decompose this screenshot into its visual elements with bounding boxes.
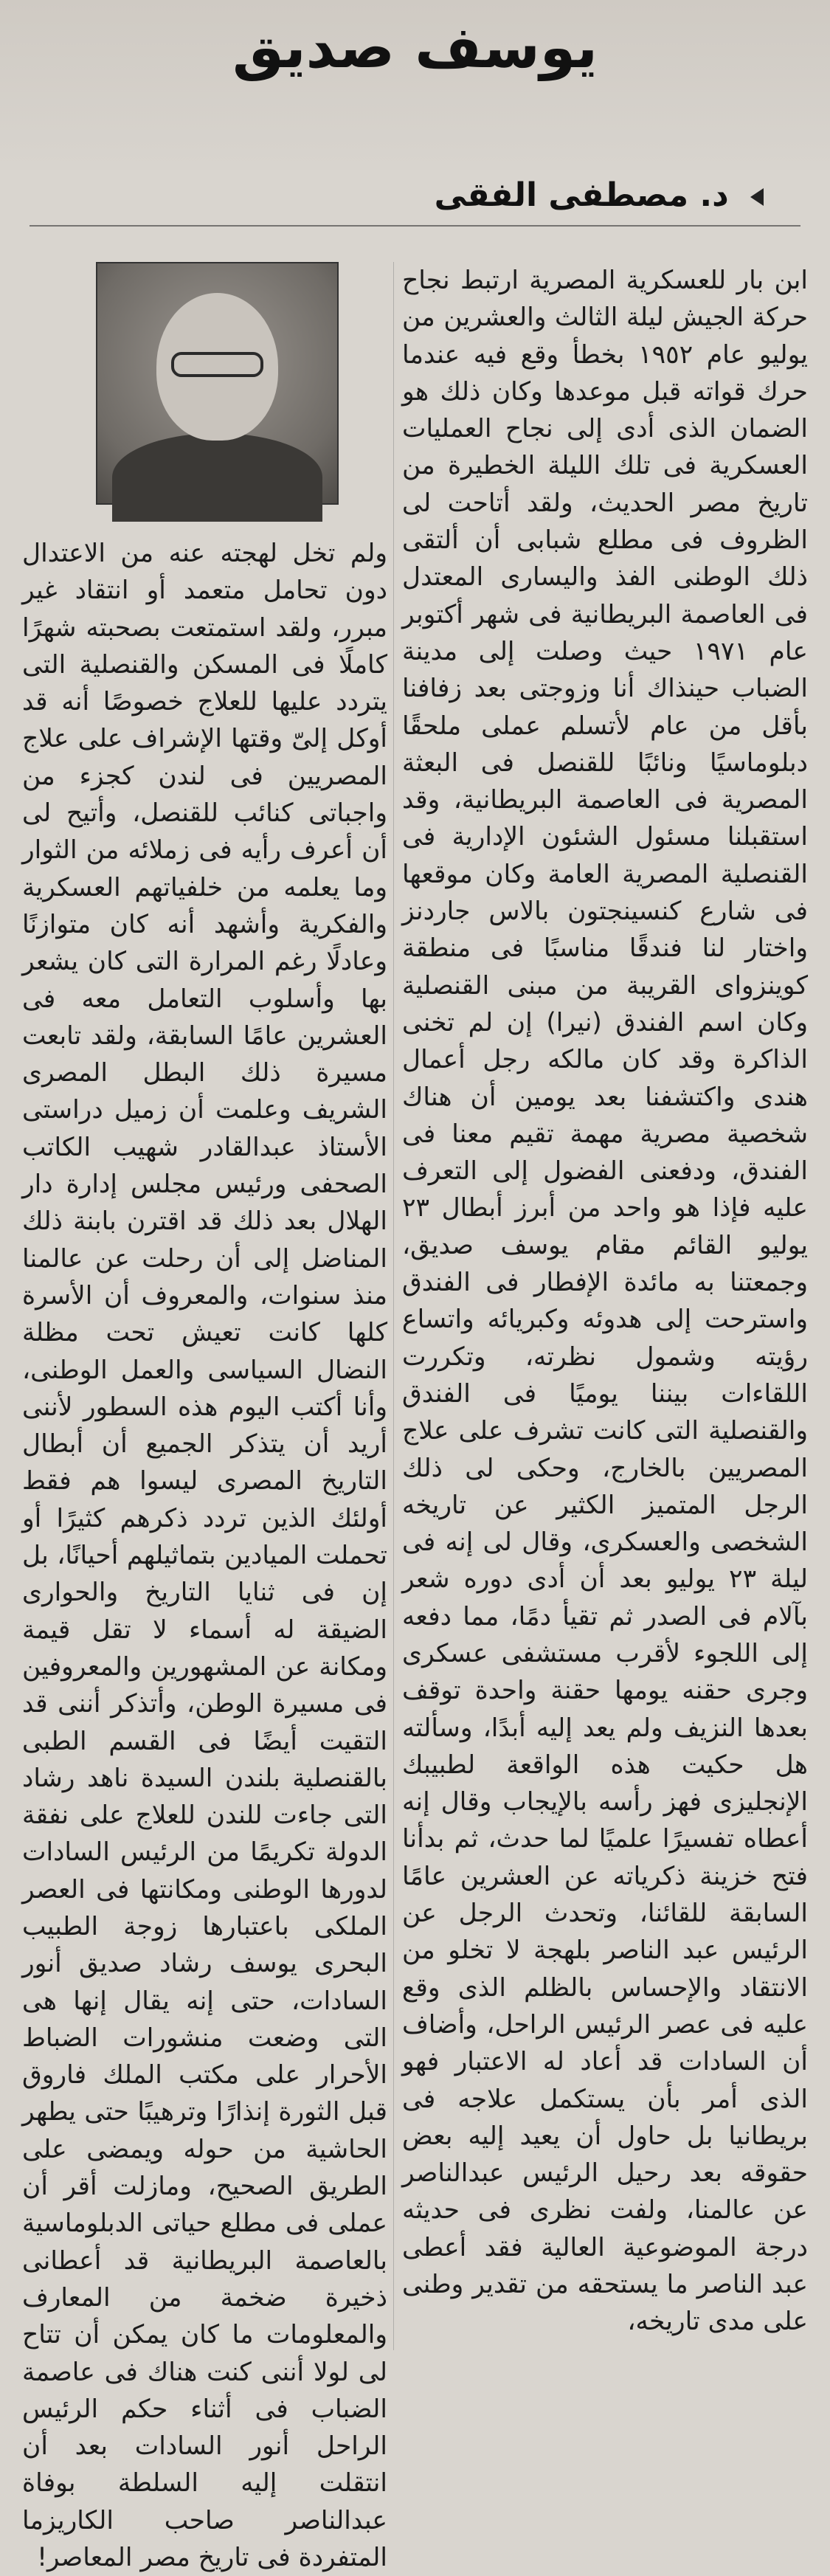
article-title: يوسف صديق bbox=[232, 15, 598, 81]
author-photo bbox=[96, 262, 339, 505]
photo-shoulders bbox=[112, 433, 322, 522]
photo-glasses bbox=[171, 352, 263, 377]
article-column-right: ابن بار للعسكرية المصرية ارتبط نجاح حركة الجيش ليلة الثالث والعشرين من يوليو عام ١٩٥٢ بخطأ وقع فيه عندما حرك قواته قبل موعدها وكان ذلك هو الضمان الذى أدى إلى نجاح العمليات العسكرية فى تلك الليلة الخطيرة من تاريخ مصر الحديث، ولقد أتاحت لى الظروف فى مطلع شبابى أن ألتقى ذلك الوطنى الفذ واليسارى المعتدل فى العاصمة البريطانية فى شهر أكتوبر عام ١٩٧١ حيث وصلت إلى مدينة الضباب حينذاك أنا وزوجتى بعد زفافنا بأقل من عام لأتسلم عملى ملحقًا دبلوماسيًا ونائبًا للقنصل فى البعثة المصرية فى العاصمة البريطانية، وقد استقبلنا مسئول الشئون الإدارية فى القنصلية المصرية العامة وكان موقعها فى شارع كنسينجتون بالاس جاردنز واختار لنا فندقًا مناسبًا فى منطقة كوينزواى القريبة من مبنى القنصلية وكان اسم الفندق (نيرا) إن لم تخنى الذاكرة وقد كان مالكه رجل أعمال هندى واكتشفنا بعد يومين أن هناك شخصية مصرية مهمة تقيم معنا فى الفندق، ودفعنى الفضول إلى التعرف عليه فإذا هو واحد من أبرز أبطال ٢٣ يوليو القائم مقام يوسف صديق، وجمعتنا به مائدة الإفطار فى الفندق واسترحت إلى هدوئه وكبريائه واتساع رؤيته وشمول نظرته، وتكررت اللقاءات بيننا يوميًا فى الفندق والقنصلية التى كانت تشرف على علاج المصريين بالخارج، وحكى لى ذلك الرجل المتميز الكثير عن تاريخه الشخصى والعسكرى، وقال لى إنه فى ليلة ٢٣ يوليو بعد أن أدى دوره شعر بآلام فى الصدر ثم تقيأ دمًا، مما دفعه إلى اللجوء لأقرب مستشفى عسكرى وجرى حقنه يومها حقنة واحدة توقف بعدها النزيف ولم يعد إليه أبدًا، وسألته هل حكيت هذه الواقعة لطبيبك الإنجليزى فهز رأسه بالإيجاب وقال إنه أعطاه تفسيرًا علميًا لما حدث، ثم بدأنا فتح خزينة ذكرياته عن العشرين عامًا السابقة للقائنا، وتحدث الرجل عن الرئيس عبد الناصر بلهجة لا تخلو من الانتقاد والإحساس بالظلم الذى وقع عليه فى عصر الرئيس الراحل، وأضاف أن السادات قد أعاد له الاعتبار فهو الذى أمر بأن يستكمل علاجه فى بريطانيا بل حاول أن يعيد إليه بعض حقوقه بعد رحيل الرئيس عبدالناصر عن عالمنا، ولفت نظرى فى حديثه درجة الموضوعية العالية فقد أعطى عبد الناصر ما يستحقه من تقدير وطنى على مدى تاريخه، bbox=[402, 266, 808, 2337]
byline-arrow-icon bbox=[750, 188, 764, 206]
author-byline bbox=[380, 170, 764, 221]
author-name: د. مصطفى الفقى bbox=[434, 176, 729, 214]
column-divider bbox=[393, 262, 394, 2350]
article-column-left: ولم تخل لهجته عنه من الاعتدال دون تحامل متعمد أو انتقاد غير مبرر، ولقد استمتعت بصحبته شهرًا كاملًا فى المسكن والقنصلية التى يتردد عليها للعلاج خصوصًا أنه قد أوكل إلىّ وقتها الإشراف على علاج المصريين فى لندن كجزء من واجباتى كنائب للقنصل، وأتيح لى أن أعرف رأيه فى زملائه من الثوار وما يعلمه من خلفياتهم العسكرية والفكرية وأشهد أنه كان متوازنًا وعادلًا رغم المرارة التى كان يشعر بها وأسلوب التعامل معه فى العشرين عامًا السابقة، ولقد تابعت مسيرة ذلك البطل المصرى الشريف وعلمت أن زميل دراستى الأستاذ عبدالقادر شهيب الكاتب الصحفى ورئيس مجلس إدارة دار الهلال بعد ذلك قد اقترن بابنة ذلك المناضل إلى أن رحلت عن عالمنا منذ سنوات، والمعروف أن الأسرة كلها كانت تعيش تحت مظلة النضال السياسى والعمل الوطنى، وأنا أكتب اليوم هذه السطور لأننى أريد أن يتذكر الجميع أن أبطال التاريخ المصرى ليسوا هم فقط أولئك الذين تردد ذكرهم كثيرًا أو تحملت الميادين بتماثيلهم أحيانًا، بل إن فى ثنايا التاريخ والحوارى الضيقة له أسماء لا تقل قيمة ومكانة عن المشهورين والمعروفين فى مسيرة الوطن، وأتذكر أننى قد التقيت أيضًا فى القسم الطبى بالقنصلية بلندن السيدة ناهد رشاد التى جاءت للندن للعلاج على نفقة الدولة تكريمًا من الرئيس السادات لدورها الوطنى ومكانتها فى العصر الملكى باعتبارها زوجة الطبيب البحرى يوسف رشاد صديق أنور السادات، حتى إنه يقال إنها هى التى وضعت منشورات الضباط الأحرار على مكتب الملك فاروق قبل الثورة إنذارًا وترهيبًا حتى يطهر الحاشية من حوله ويمضى على الطريق الصحيح، ومازلت أقر أن عملى فى مطلع حياتى الدبلوماسية بالعاصمة البريطانية قد أعطانى ذخيرة ضخمة من المعارف والمعلومات ما كان يمكن أن تتاح لى لولا أننى كنت هناك فى عاصمة الضباب فى أثناء حكم الرئيس الراحل أنور السادات بعد أن انتقلت إليه السلطة بوفاة عبدالناصر صاحب الكاريزما المتفردة فى تاريخ مصر المعاصر! bbox=[22, 539, 387, 2573]
header-divider bbox=[30, 225, 800, 227]
